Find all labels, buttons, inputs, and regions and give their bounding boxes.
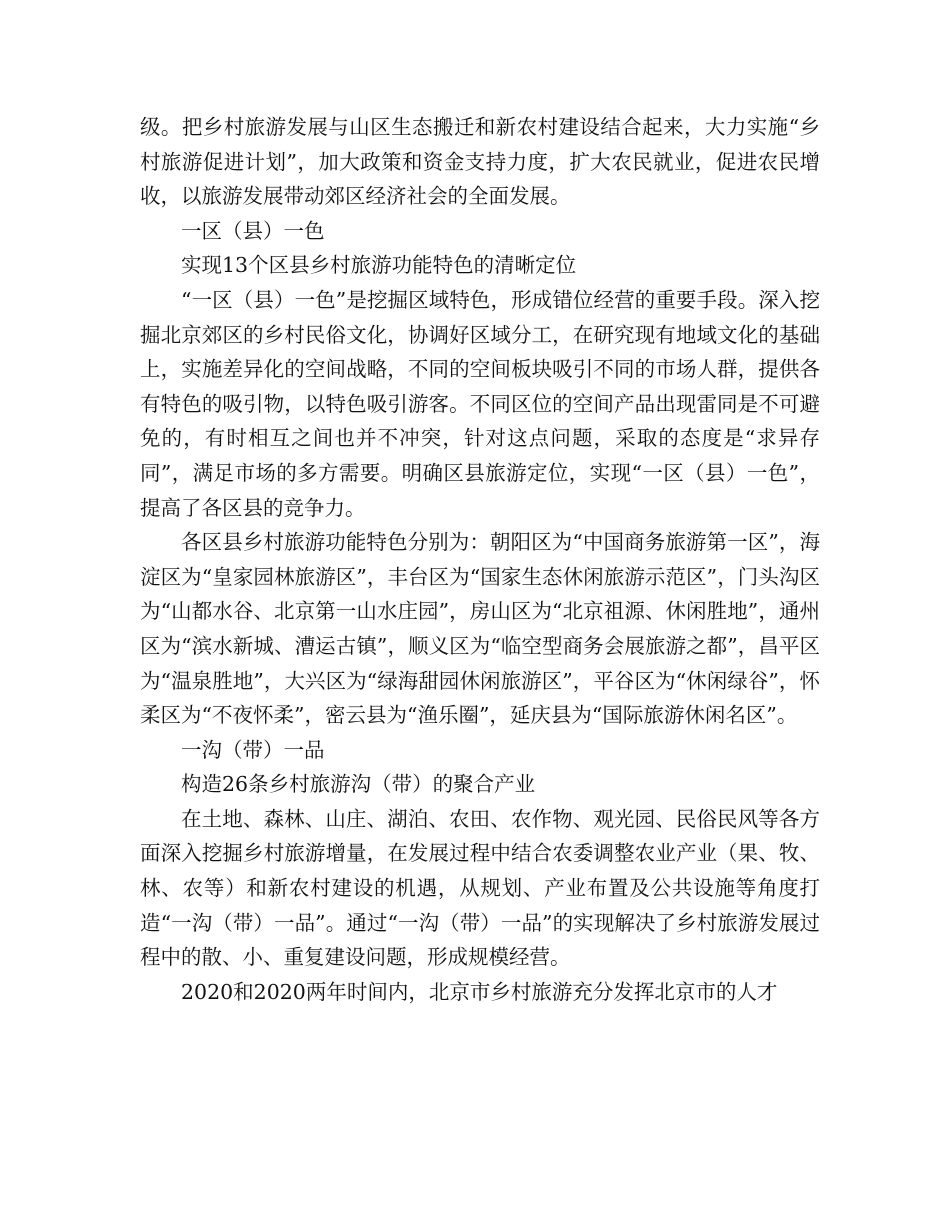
section-subheading-gully: 构造26条乡村旅游沟（带）的聚合产业 [181,772,536,797]
paragraph-district-list: 各区县乡村旅游功能特色分别为：朝阳区为“中国商务旅游第一区”，海淀区为“皇家园林旅游区”，丰台区为“国家生态休闲旅游示范区”，门头沟区为“山都水谷、北京第一山水庄园”，房山区为“北京祖源、休闲胜地”，通州区为“滨水新城、漕运古镇”，顺义区为“临空型商务会展旅游之都”，昌平区为“温泉胜地”，大兴区为“绿海甜园休闲旅游区”，平谷区为“休闲绿谷”，怀柔区为“不夜怀柔”，密云县为“渔乐圈”，延庆县为“国际旅游休闲名区”。 [140,530,820,728]
section-heading-gully: 一沟（带）一品 [181,737,325,762]
section-heading-district: 一区（县）一色 [181,218,325,243]
section-subheading-district: 实现13个区县乡村旅游功能特色的清晰定位 [181,253,577,278]
paragraph-final: 2020和2020两年时间内，北京市乡村旅游充分发挥北京市的人才 [181,979,778,1004]
document-page [140,110,820,1009]
paragraph-district-intro: “一区（县）一色”是挖掘区域特色，形成错位经营的重要手段。深入挖掘北京郊区的乡村民俗文化，协调好区域分工，在研究现有地域文化的基础上，实施差异化的空间战略，不同的空间板块吸引不同的市场人群，提供各有特色的吸引物，以特色吸引游客。不同区位的空间产品出现雷同是不可避免的，有时相互之间也并不冲突，针对这点问题，采取的态度是“求异存同”，满足市场的多方需要。明确区县旅游定位，实现“一区（县）一色”，提高了各区县的竞争力。 [140,287,820,520]
paragraph-continuation: 级。把乡村旅游发展与山区生态搬迁和新农村建设结合起来，大力实施“乡村旅游促进计划”，加大政策和资金支持力度，扩大农民就业，促进农民增收，以旅游发展带动郊区经济社会的全面发展。 [140,115,820,209]
paragraph-gully-intro: 在土地、森林、山庄、湖泊、农田、农作物、观光园、民俗民风等各方面深入挖掘乡村旅游增量，在发展过程中结合农委调整农业产业（果、牧、林、农等）和新农村建设的机遇，从规划、产业布置及公共设施等角度打造“一沟（带）一品”。通过“一沟（带）一品”的实现解决了乡村旅游发展过程中的散、小、重复建设问题，形成规模经营。 [140,806,820,970]
